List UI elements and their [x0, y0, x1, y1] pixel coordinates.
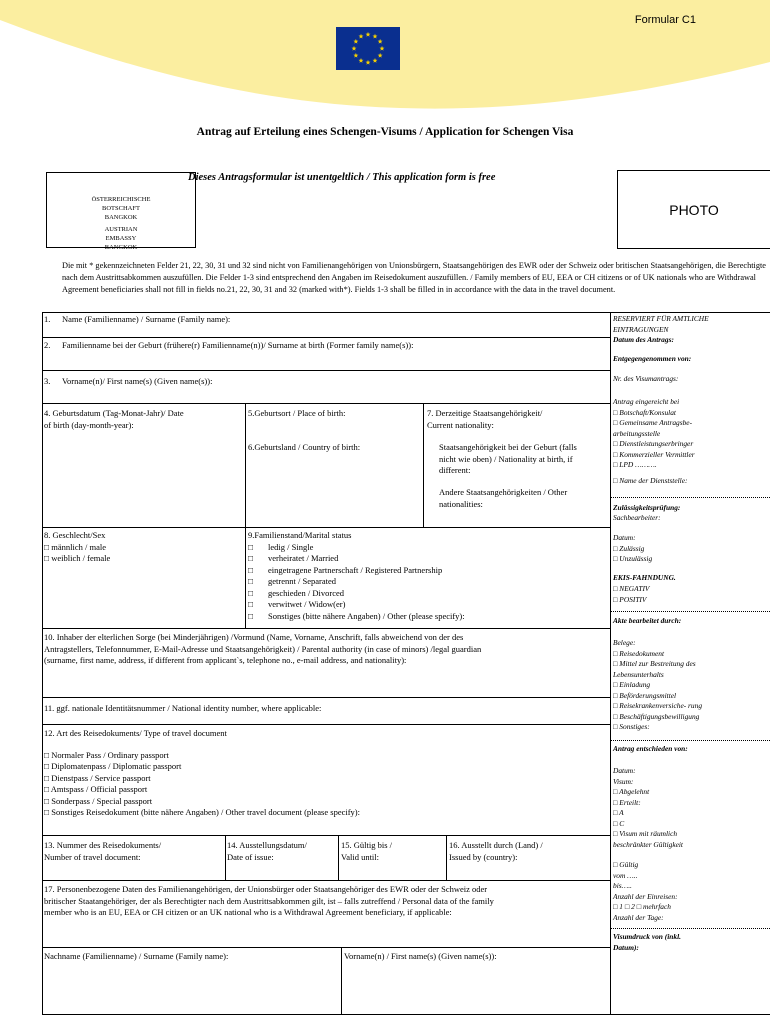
eu-star-icon [359, 58, 364, 63]
field-8-sex [44, 530, 110, 565]
sidebar-visa-print: Visumdruck von (inkl. Datum): [613, 932, 681, 952]
form-id-label: Formular C1 [634, 14, 696, 26]
field-12-label: 12. Art des Reisedokuments/ Type of travel document [44, 728, 227, 738]
sidebar-clerk: Sachbearbeiter: [613, 513, 661, 522]
doc-option-ordinary[interactable]: □ Normaler Pass / Ordinary passport [44, 749, 169, 760]
sidebar-divider [610, 312, 611, 1014]
sidebar-ekis-options: □ NEGATIV □ POSITIV [613, 584, 650, 604]
field-1-number: 1. [44, 314, 51, 324]
sidebar-documents: Belege: □ Reisedokument □ Mittel zur Bestreitung des Lebensunterhalts □ Einladung □ Beförderungsmittel □ Reisekrankenversiche- rung □ Beschäftigungsbewilligung □ Sonstiges: [613, 638, 703, 731]
field-13-document-number[interactable]: 13. Nummer des Reisedokuments/ Number of travel document: [44, 840, 162, 862]
eu-star-icon [366, 60, 371, 65]
sex-option-male[interactable]: □ männlich / male [44, 541, 107, 552]
sidebar-decided-by: Antrag entschieden von: [613, 744, 688, 753]
sidebar-reserved-title: RESERVIERT FÜR AMTLICHE EINTRAGUNGEN [613, 314, 709, 334]
doc-option-official[interactable]: □ Amtspass / Official passport [44, 784, 148, 794]
field-2-number: 2. [44, 340, 51, 350]
marital-option-partnership[interactable]: □ eingetragene Partnerschaft / Registered Partnership [248, 564, 443, 575]
sidebar-received-by: Entgegengenommen von: [613, 354, 692, 363]
eu-star-icon [353, 39, 358, 44]
doc-option-other[interactable]: □ Sonstiges Reisedokument (bitte nähere Angaben) / Other travel document (please specify): [44, 807, 360, 817]
eu-star-icon [373, 58, 378, 63]
field-17-first-names[interactable]: Vorname(n) / First name(s) (Given name(s)): [344, 951, 497, 961]
form-top-line [42, 312, 770, 313]
field-3-first-names[interactable]: Vorname(n)/ First name(s) (Given name(s)): [62, 376, 213, 386]
field-8-label: 8. Geschlecht/Sex [44, 530, 106, 540]
field-16-issued-by[interactable]: 16. Ausstellt durch (Land) / Issued by (country): [449, 840, 543, 862]
field-14-date-of-issue[interactable]: 14. Ausstellungsdatum/ Date of issue: [227, 840, 307, 862]
free-notice: Dieses Antragsformular ist unentgeltlich / This application form is free [188, 172, 496, 183]
sidebar-file-handled-by: Akte bearbeitet durch: [613, 616, 682, 625]
sidebar-admissibility-date: Datum: □ Zulässig □ Unzulässig [613, 533, 653, 563]
field-4-date-of-birth[interactable]: 4. Geburtsdatum (Tag-Monat-Jahr)/ Date of birth (day-month-year): [44, 408, 184, 430]
doc-option-service[interactable]: □ Dienstpass / Service passport [44, 772, 151, 783]
field-10-parental-authority[interactable]: 10. Inhaber der elterlichen Sorge (bei Minderjährigen) /Vormund (Name, Vorname, Anschrift, falls abweichend von der des Antragstellers, Telefonnummer, E-Mail-Adresse und Staatsangehörigkeit) / Parental authority (in case of minors) /legal guardian (surname, first name, address, if different from applicant`s, telephone no., e-mail address, and nationality): [44, 632, 482, 665]
sidebar-admissibility: Zulässigkeitsprüfung: [613, 503, 681, 512]
photo-box: PHOTO [617, 170, 770, 249]
field-15-valid-until[interactable]: 15. Gültig bis / Valid until: [341, 840, 393, 862]
sidebar-decision: Datum: Visum: □ Abgelehnt □ Erteilt: □ A □ C □ Visum mit räumlich beschränkter Gültigkeit [613, 766, 683, 849]
stamp-english: AUSTRIAN EMBASSY BANGKOK [104, 226, 138, 251]
sidebar-validity: □ Gültig vom ….. bis….. Anzahl der Einreisen: □ 1 □ 2 □ mehrfach Anzahl der Tage: [613, 860, 678, 922]
doc-option-diplomatic[interactable]: □ Diplomatenpass / Diplomatic passport [44, 761, 182, 771]
stamp-german: ÖSTERREICHISCHE BOTSCHAFT BANGKOK [91, 196, 151, 221]
field-7-other-nationalities[interactable]: Andere Staatsangehörigkeiten / Other nationalities: [439, 487, 568, 509]
field-17-family-member: 17. Personenbezogene Daten des Familienangehörigen, der Unionsbürger oder Staatsangehöriger des EWR oder der Schweiz oder britischer Staatangehöriger, der als Berechtigter nach dem Austrittsabkommen gilt, ist – falls zutreffend / Personal data of the family member who is an EU, EEA or CH citizen or an UK national who is a Withdrawal Agreement beneficiary, if applicable: [44, 884, 494, 917]
eu-star-icon [380, 46, 385, 51]
field-7-nationality-at-birth[interactable]: Staatsangehörigkeit bei der Geburt (falls nicht wie oben) / Nationality at birth, if different: [439, 442, 577, 475]
eu-star-icon [366, 32, 371, 37]
eu-star-icon [353, 53, 358, 58]
embassy-stamp [46, 172, 196, 251]
sidebar-application-date: Datum des Antrags: [613, 335, 674, 344]
marital-option-divorced[interactable]: □ geschieden / Divorced [248, 587, 345, 598]
intro-text: Die mit * gekennzeichneten Felder 21, 22, 30, 31 und 32 sind nicht von Familienangehörigen von Unionsbürgern, Staatsangehörigen des EWR oder der Schweiz oder britischen Staatsangehörigen, die Berechtigte nach dem Austrittsabkommen auszufüllen. Die Felder 1-3 sind entsprechend den Angaben im Reisedokument auszufüllen. / Family members of EU, EEA or CH citizens or of UK nationals who are Withdrawal Agreement beneficiaries shall not fill in fields no.21, 22, 30, 31 and 32 (marked with*). Fields 1-3 shall be filled in in accordance with the data in the travel document. [62, 261, 766, 294]
field-9-label: 9.Familienstand/Marital status [248, 530, 352, 540]
marital-option-single[interactable]: □ ledig / Single [248, 541, 314, 552]
eu-star-icon [378, 39, 383, 44]
field-6-country-of-birth[interactable]: 6.Geburtsland / Country of birth: [248, 442, 361, 452]
sidebar-service-name: □ Name der Dienststelle: [613, 476, 688, 485]
field-1-surname[interactable]: Name (Familienname) / Surname (Family name): [62, 314, 231, 324]
field-12-travel-document [44, 728, 360, 819]
field-17-surname[interactable]: Nachname (Familienname) / Surname (Family name): [44, 951, 229, 961]
field-11-national-id[interactable]: 11. ggf. nationale Identitätsnummer / National identity number, where applicable: [44, 703, 322, 713]
field-2-surname-at-birth[interactable]: Familienname bei der Geburt (frühere(r) Familienname(n))/ Surname at birth (Former family name(s)): [62, 340, 414, 350]
marital-option-married[interactable]: □ verheiratet / Married [248, 553, 339, 563]
sidebar-ekis: EKIS-FAHNDUNG. [613, 573, 676, 582]
eu-flag [336, 27, 400, 70]
sex-option-female[interactable]: □ weiblich / female [44, 553, 111, 563]
marital-option-separated[interactable]: □ getrennt / Separated [248, 576, 336, 586]
eu-star-icon [373, 34, 378, 39]
field-3-number: 3. [44, 376, 51, 386]
doc-option-special[interactable]: □ Sonderpass / Special passport [44, 795, 153, 806]
eu-star-icon [359, 34, 364, 39]
sidebar-visa-application-no: Nr. des Visumantrags: [613, 374, 679, 383]
page-title: Antrag auf Erteilung eines Schengen-Visums / Application for Schengen Visa [196, 126, 574, 138]
marital-option-widow[interactable]: □ verwitwet / Widow(er) [248, 599, 346, 609]
field-5-place-of-birth[interactable]: 5.Geburtsort / Place of birth: [248, 408, 346, 418]
eu-star-icon [352, 46, 357, 51]
form-left-line [42, 312, 43, 1014]
field-9-marital-status [248, 530, 465, 622]
eu-star-icon [378, 53, 383, 58]
marital-option-other[interactable]: □ Sonstiges (bitte nähere Angaben) / Other (please specify): [248, 610, 465, 621]
sidebar-submitted-at: Antrag eingereicht bei □ Botschaft/Konsulat □ Gemeinsame Antragsbe- arbeitungsstelle □ Dienstleistungserbringer □ Kommerzieller Vermittler □ LPD ………. [613, 397, 695, 469]
field-7-current-nationality[interactable]: 7. Derzeitige Staatsangehörigkeit/ Current nationality: [427, 408, 543, 430]
